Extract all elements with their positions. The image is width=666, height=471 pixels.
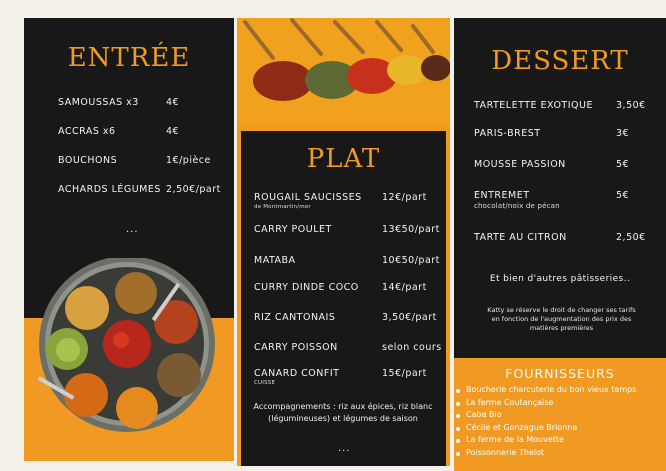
fournisseur-item: Cécile et Gonzague Brionne (456, 423, 666, 433)
fournisseur-item: Boucherie charcuterie du bon vieux temps (456, 385, 666, 395)
spice-bowls-image (24, 258, 234, 461)
fournisseur-item: Caba Bio (456, 410, 666, 420)
fournisseur-item: Poissonnerie Thelot (456, 448, 666, 458)
dessert-disclaimer: Katty se réserve le droit de changer ses tarifs en fonction de l'augmentation des prix des matières premières (487, 306, 636, 332)
entree-ellipsis: ... (126, 224, 139, 235)
fournisseurs-title: FOURNISSEURS (505, 366, 615, 381)
plat-title: PLAT (306, 144, 381, 174)
plat-accompaniments: Accompagnements : riz aux épices, riz blanc (légumineuses) et légumes de saison (253, 402, 433, 423)
entree-title: ENTRÉE (67, 43, 191, 73)
spice-spoons-image (237, 18, 450, 126)
dessert-panel: DESSERT TARTELETTE EXOTIQUE 3,50€ PARIS-BREST 3€ MOUSSE PASSION 5€ ENTREMET chocolat/noix de pécan 5€ TARTE AU CITRON 2,50€ Et bien d'autres pâtisseries.. Katty se réserve le droit de changer ses tarifs en fonction de l'augmentation des prix des matières premières FOURNISSEURS Boucherie charcuterie du bon vieux temps La ferme Coutançaise Caba Bio Cécile et Gonzague Brionne La ferme de la Mouvette Poissonnerie Thelot (454, 18, 666, 471)
entree-panel: ENTRÉE SAMOUSSAS x3 4€ ACCRAS x6 4€ BOUCHONS 1€/pièce ACHARDS LÉGUMES 2,50€/part ... (24, 18, 234, 461)
fournisseur-item: La ferme de la Mouvette (456, 435, 666, 445)
plat-ellipsis: ... (338, 443, 351, 454)
plat-panel: PLAT ROUGAIL SAUCISSES de Montmartin/mer 12€/part CARRY POULET 13€50/part MATABA 10€50/part CURRY DINDE COCO 14€/part RIZ CANTONAIS 3,50€/part CARRY POISSON selon cours CANARD CONFIT CUISSE 15€/part Accompagnements : riz aux épices, riz blanc (légumineuses) et légumes de saison ... (237, 18, 450, 466)
dessert-title: DESSERT (491, 46, 629, 76)
dessert-more: Et bien d'autres pâtisseries.. (489, 274, 631, 284)
fournisseurs-list (456, 385, 666, 460)
fournisseur-item: La ferme Coutançaise (456, 398, 666, 408)
